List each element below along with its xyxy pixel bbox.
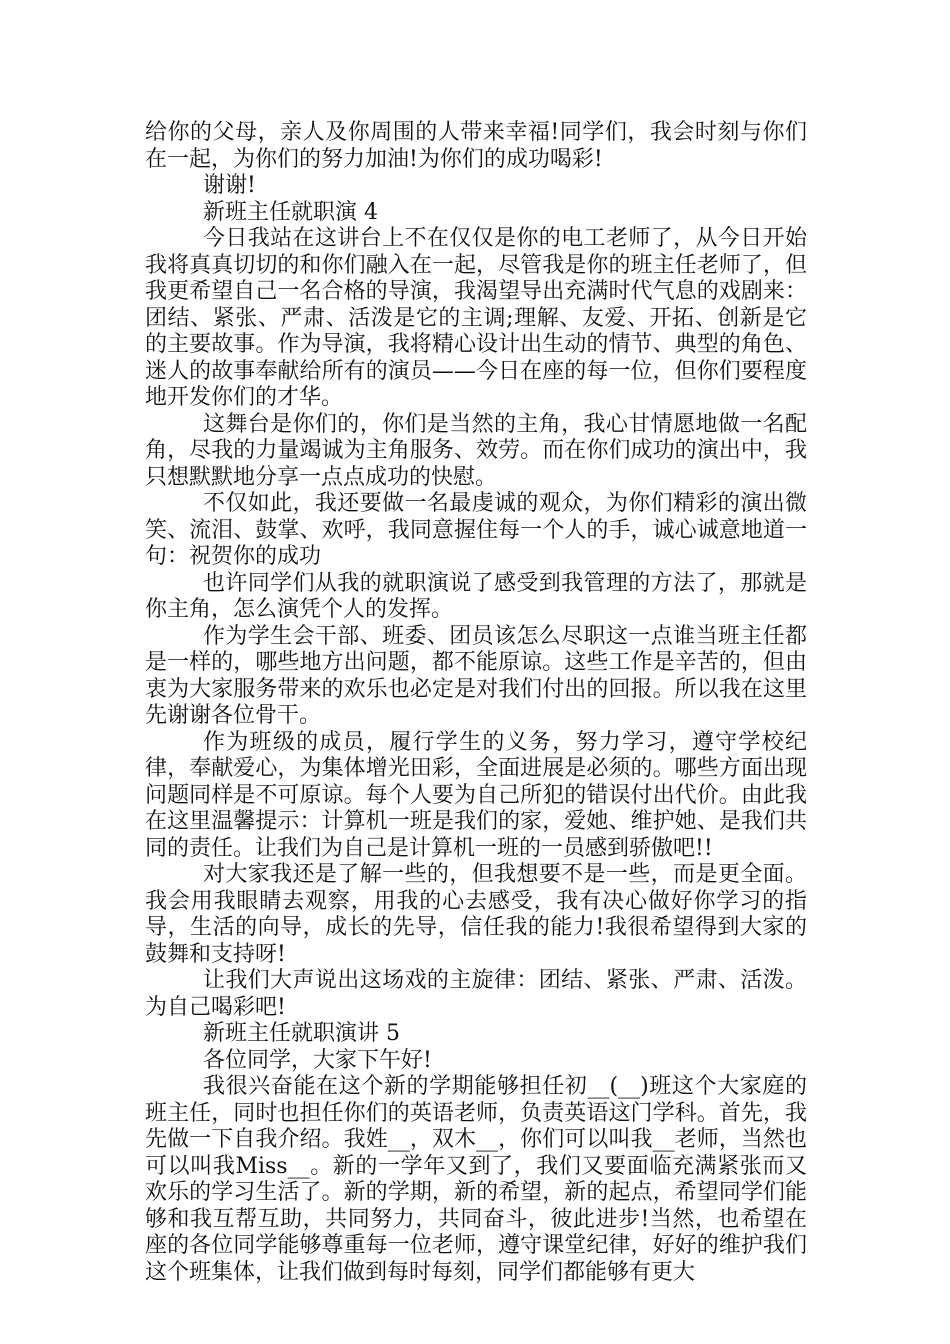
paragraph-understanding: 对大家我还是了解一些的，但我想要不是一些，而是更全面。我会用我眼睛去观察，用我的心去感受，我有决心做好你学习的指导，生活的向导，成长的先导，信任我的能力!我很希望得到大家的鼓舞和支持呀! bbox=[145, 862, 807, 967]
paragraph-director-metaphor: 今日我站在这讲台上不在仅仅是你的电工老师了，从今日开始我将真真切切的和你们融入在一起，尽管我是你的班主任老师了，但我更希望自己一名合格的导演，我渴望导出充满时代气息的戏剧来：团结、紧张、严肃、活泼是它的主调;理解、友爱、开拓、创新是它的主要故事。作为导演，我将精心设计出生动的情节、典型的角色、迷人的故事奉献给所有的演员——今日在座的每一位，但你们要程度地开发你们的才华。 bbox=[145, 226, 807, 410]
paragraph-class-members: 作为班级的成员，履行学生的义务，努力学习，遵守学校纪律，奉献爱心，为集体增光田彩，全面进展是必须的。哪些方面出现问题同样是不可原谅。每个人要为自己所犯的错误付出代价。由此我在这里温馨提示：计算机一班是我们的家，爱她、维护她、是我们共同的责任。让我们为自己是计算机一班的一员感到骄傲吧!! bbox=[145, 729, 807, 861]
paragraph-greeting: 各位同学，大家下午好! bbox=[203, 1047, 432, 1073]
paragraph-student-leaders: 作为学生会干部、班委、团员该怎么尽职这一点谁当班主任都是一样的，哪些地方出问题，都不能原谅。这些工作是辛苦的，但由衷为大家服务带来的欢乐也必定是对我们付出的回报。所以我在这里先谢谢各位骨干。 bbox=[145, 623, 807, 728]
paragraph-audience: 不仅如此，我还要做一名最虔诚的观众，为你们精彩的演出微笑、流泪、鼓掌、欢呼，我同意握住每一个人的手，诚心诚意地道一句：祝贺你的成功 bbox=[145, 491, 807, 569]
paragraph-thanks: 谢谢! bbox=[203, 173, 256, 198]
section-heading-5: 新班主任就职演讲 5 bbox=[203, 1021, 400, 1046]
section-heading-4: 新班主任就职演 4 bbox=[203, 199, 378, 225]
paragraph-introduction: 我很兴奋能在这个新的学期能够担任初__(__)班这个大家庭的班主任，同时也担任你们的英语老师，负责英语这门学科。首先，我先做一下自我介绍。我姓__，双木__，你们可以叫我__老师，当然也可以叫我Miss__。新的一学年又到了，我们又要面临充满紧张而又欢乐的学习生活了。新的学期，新的希望，新的起点，希望同学们能够和我互帮互助，共同努力，共同奋斗，彼此进步!当然，也希望在座的各位同学能够尊重每一位老师，遵守课堂纪律，好好的维护我们这个班集体，让我们做到每时每刻，同学们都能够有更大 bbox=[145, 1074, 807, 1285]
paragraph-management-method: 也许同学们从我的就职演说了感受到我管理的方法了，那就是你主角，怎么演凭个人的发挥。 bbox=[145, 570, 807, 622]
paragraph-main-theme: 让我们大声说出这场戏的主旋律：团结、紧张、严肃、活泼。为自己喝彩吧! bbox=[145, 968, 807, 1020]
paragraph-stage: 这舞台是你们的，你们是当然的主角，我心甘情愿地做一名配角，尽我的力量竭诚为主角服务、效劳。而在你们成功的演出中，我只想默默地分享一点点成功的快慰。 bbox=[145, 411, 807, 490]
paragraph-closing-wish: 给你的父母，亲人及你周围的人带来幸福!同学们，我会时刻与你们在一起，为你们的努力加油!为你们的成功喝彩! bbox=[145, 120, 807, 172]
document-body bbox=[145, 120, 807, 1286]
